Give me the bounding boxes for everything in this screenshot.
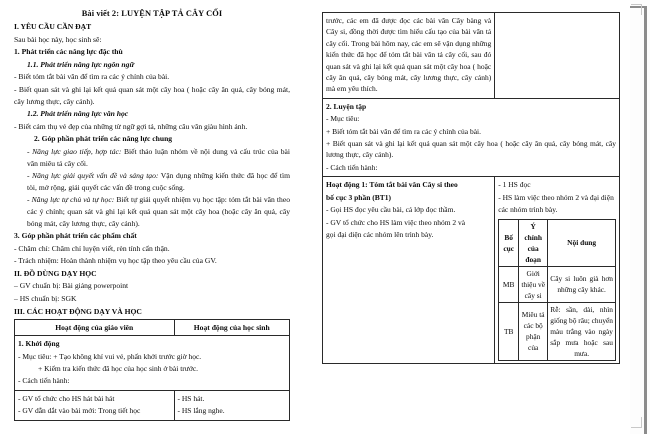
lead-tu-chu: - Năng lực tự chủ và tự học: (27, 195, 115, 205)
nested-cell-bo-cuc-mb: MB (499, 266, 519, 302)
summary-nested-table (498, 219, 616, 361)
text-goi-hs-doc: - Gọi HS đọc yêu cầu bài, cả lớp đọc thầm. (326, 205, 456, 215)
page-title: Bài viết 2: LUYỆN TẬP TẢ CÂY CỐI (81, 9, 223, 18)
cell-khoi-dong (15, 336, 290, 391)
page-right (300, 0, 630, 434)
text-khoi-dong-heading: 1. Khởi động (18, 339, 60, 349)
cell-continuation-student (495, 13, 620, 99)
heading-nang-luc-chung: 2. Góp phần phát triển các năng lực chung (34, 134, 173, 144)
text-gv-dan-dat: - GV dẫn dắt vào bài mới: Trong tiết học (18, 406, 141, 416)
text-luyen-tap-muc-tieu: - Mục tiêu: (326, 114, 360, 124)
cell-activity1-student (495, 177, 620, 363)
bullet-nang-luc-giai-quyet (14, 170, 290, 193)
heading-nang-luc-dac-thu: 1. Phát triển các năng lực đặc thù (14, 47, 123, 57)
heading-do-dung-day-hoc: II. ĐỒ DÙNG DẠY HỌC (14, 268, 97, 278)
text-goi-dai-dien: gọi đại diện các nhóm lên trình bày. (326, 229, 434, 239)
bullet-quan-sat-ghi-lai: - Biết quan sát và ghi lại kết quả quan sát một cây hoa ( hoặc cây ăn quả, cây bóng mát, cây lương thực, cây cảnh). (14, 84, 290, 106)
text-luyen-tap-b2: + Biết quan sát và ghi lại kết quả quan sát một cây hoa ( hoặc cây ăn quả, cây bóng mát, cây lương thực, cây cảnh). (326, 139, 616, 160)
text-intro: Sau bài học này, học sinh sẽ: (14, 34, 102, 44)
heading-yeu-cau-can-dat: I. YÊU CẦU CẦN ĐẠT (14, 22, 92, 31)
table-row (15, 390, 290, 420)
nested-header-noi-dung: Nội dung (548, 219, 616, 266)
text-khoi-dong-muc-tieu: - Mục tiêu: + Tạo không khí vui vẻ, phấn khởi trước giờ học. (18, 351, 202, 361)
nested-table-row (499, 302, 616, 360)
text-luyen-tap-heading: 2. Luyện tập (326, 101, 367, 111)
text-continuation: trước, các em đã được đọc các bài văn Cây bàng và Cây si, đồng thời được tìm hiểu cấu tạo của bài văn tả cây cối. Trong bài hôm nay, các em sẽ vận dụng những kiến thức đã học để tóm tắt bài văn tả cây cối, sau đó quan sát và ghi lại kết quả quan sát một cây hoa ( hoặc cây ăn quả, cây bóng mát, cây lương thực, cây cảnh) mà em yêu thích. (326, 16, 492, 94)
nested-cell-noi-dung-mb: Cây si luôn già hơn những cây khác. (548, 266, 616, 302)
bullet-cham-chi: - Chăm chỉ: Chăm chỉ luyện viết, rèn tính cẩn thận. (14, 243, 170, 253)
bullet-gv-chuan-bi: – GV chuẩn bị: Bài giảng powerpoint (14, 281, 129, 291)
bullet-trach-nhiem: - Trách nhiệm: Hoàn thành nhiệm vụ học tập theo yêu cầu của GV. (14, 256, 217, 266)
table-row (15, 336, 290, 391)
nested-cell-y-chinh-mb: Giới thiệu về cây si (519, 266, 548, 302)
cell-student-activity (174, 390, 290, 420)
table-row (323, 98, 620, 176)
rest-giao-tiep: Biết thảo luận nhóm về nội dung và cấu trúc của bài văn miêu tả cây cối. (27, 146, 290, 168)
text-hs-hat: - HS hát. (177, 393, 205, 403)
sheet-edge-shadow (644, 6, 647, 434)
column-header-teacher: Hoạt động của giáo viên (15, 320, 175, 336)
nested-cell-noi-dung-tb: Rễ: sần, dài, nhìn giống bộ râu; chuyển màu trắng vào ngày sắp mưa hoặc sau mưa. (548, 302, 616, 360)
bullet-nang-luc-tu-chu (14, 194, 290, 229)
column-header-student: Hoạt động của học sinh (174, 320, 290, 336)
activities-table-left (14, 319, 290, 420)
heading-nang-luc-van-hoc: 1.2. Phát triển năng lực văn học (27, 109, 129, 119)
text-khoi-dong-cach-tien-hanh: - Cách tiến hành: (18, 376, 70, 386)
rest-giai-quyet: Vận dụng những kiến thức đã học để tìm tòi, mở rộng, giải quyết các vấn đề trong cuộc sống. (27, 171, 290, 192)
nested-cell-y-chinh-tb: Miêu tả các bộ phận của (519, 302, 548, 360)
cell-continuation-teacher (323, 13, 495, 99)
crop-mark-right-bottom (631, 417, 642, 428)
nested-header-y-chinh: Ý chính của đoạn (519, 219, 548, 266)
nested-cell-bo-cuc-tb: TB (499, 302, 519, 360)
cell-luyen-tap (323, 98, 620, 176)
lead-giai-quyet: - Năng lực giải quyết vấn đề và sáng tạo: (27, 171, 159, 181)
cell-teacher-activity (15, 390, 175, 420)
text-luyen-tap-cach-tien-hanh: - Cách tiến hành: (326, 162, 378, 172)
page-left (0, 0, 300, 434)
text-gv-to-chuc-nhom: - GV tổ chức cho HS làm việc theo nhóm 2 và (326, 217, 466, 227)
bullet-tom-tat-bai-van: - Biết tóm tắt bài văn để tìm ra các ý chính của bài. (14, 72, 170, 82)
activities-table-right (322, 12, 620, 364)
bullet-hs-chuan-bi: – HS chuẩn bị: SGK (14, 294, 77, 304)
nested-header-row (499, 219, 616, 266)
lead-giao-tiep: - Năng lực giao tiếp, hợp tác: (27, 146, 122, 156)
nested-header-bo-cuc: Bố cục (499, 219, 519, 266)
bullet-cam-thu-ve-dep: - Biết cảm thụ vẻ đẹp của những từ ngữ gợi tả, những câu văn giàu hình ảnh. (14, 121, 248, 131)
text-hs-lang-nghe: - HS lắng nghe. (177, 406, 225, 416)
heading-nang-luc-ngon-ngu: 1.1. Phát triển năng lực ngôn ngữ (27, 59, 134, 69)
text-khoi-dong-kiem-tra: + Kiểm tra kiến thức đã học của học sinh ở bài trước. (38, 364, 199, 374)
table-row (323, 13, 620, 99)
text-hs-lam-viec-nhom: - HS làm việc theo nhóm 2 và đại diện (498, 192, 614, 202)
text-1-hs-doc: - 1 HS đọc (498, 180, 531, 190)
rest-tu-chu: Biết tự giải quyết nhiệm vụ học tập: tóm tắt bài văn theo các ý chính; quan sát và ghi lại kết quả quan sát một cây hoa (hoặc cây ăn quả, cây bóng mát, cây lương thực, cây cảnh). (27, 195, 290, 228)
text-luyen-tap-b1: + Biết tóm tắt bài văn để tìm ra các ý chính của bài. (326, 126, 482, 136)
nested-table-row (499, 266, 616, 302)
table-header-row (15, 320, 290, 336)
heading-cac-hoat-dong: III. CÁC HOẠT ĐỘNG DẠY VÀ HỌC (14, 306, 142, 316)
text-gv-to-chuc-hat: - GV tổ chức cho HS hát bài hát (18, 393, 115, 403)
text-hoat-dong-1-heading-l2: bố cục 3 phần (BT1) (326, 192, 392, 202)
bullet-nang-luc-giao-tiep (14, 146, 290, 169)
cell-activity1-teacher (323, 177, 495, 363)
table-row (323, 177, 620, 363)
text-hoat-dong-1-heading-l1: Hoạt động 1: Tóm tắt bài văn Cây si theo (326, 180, 458, 190)
heading-pham-chat: 3. Góp phần phát triển các phẩm chất (14, 231, 137, 241)
text-cac-nhom-trinh-bay: các nhóm trình bày. (498, 205, 558, 215)
